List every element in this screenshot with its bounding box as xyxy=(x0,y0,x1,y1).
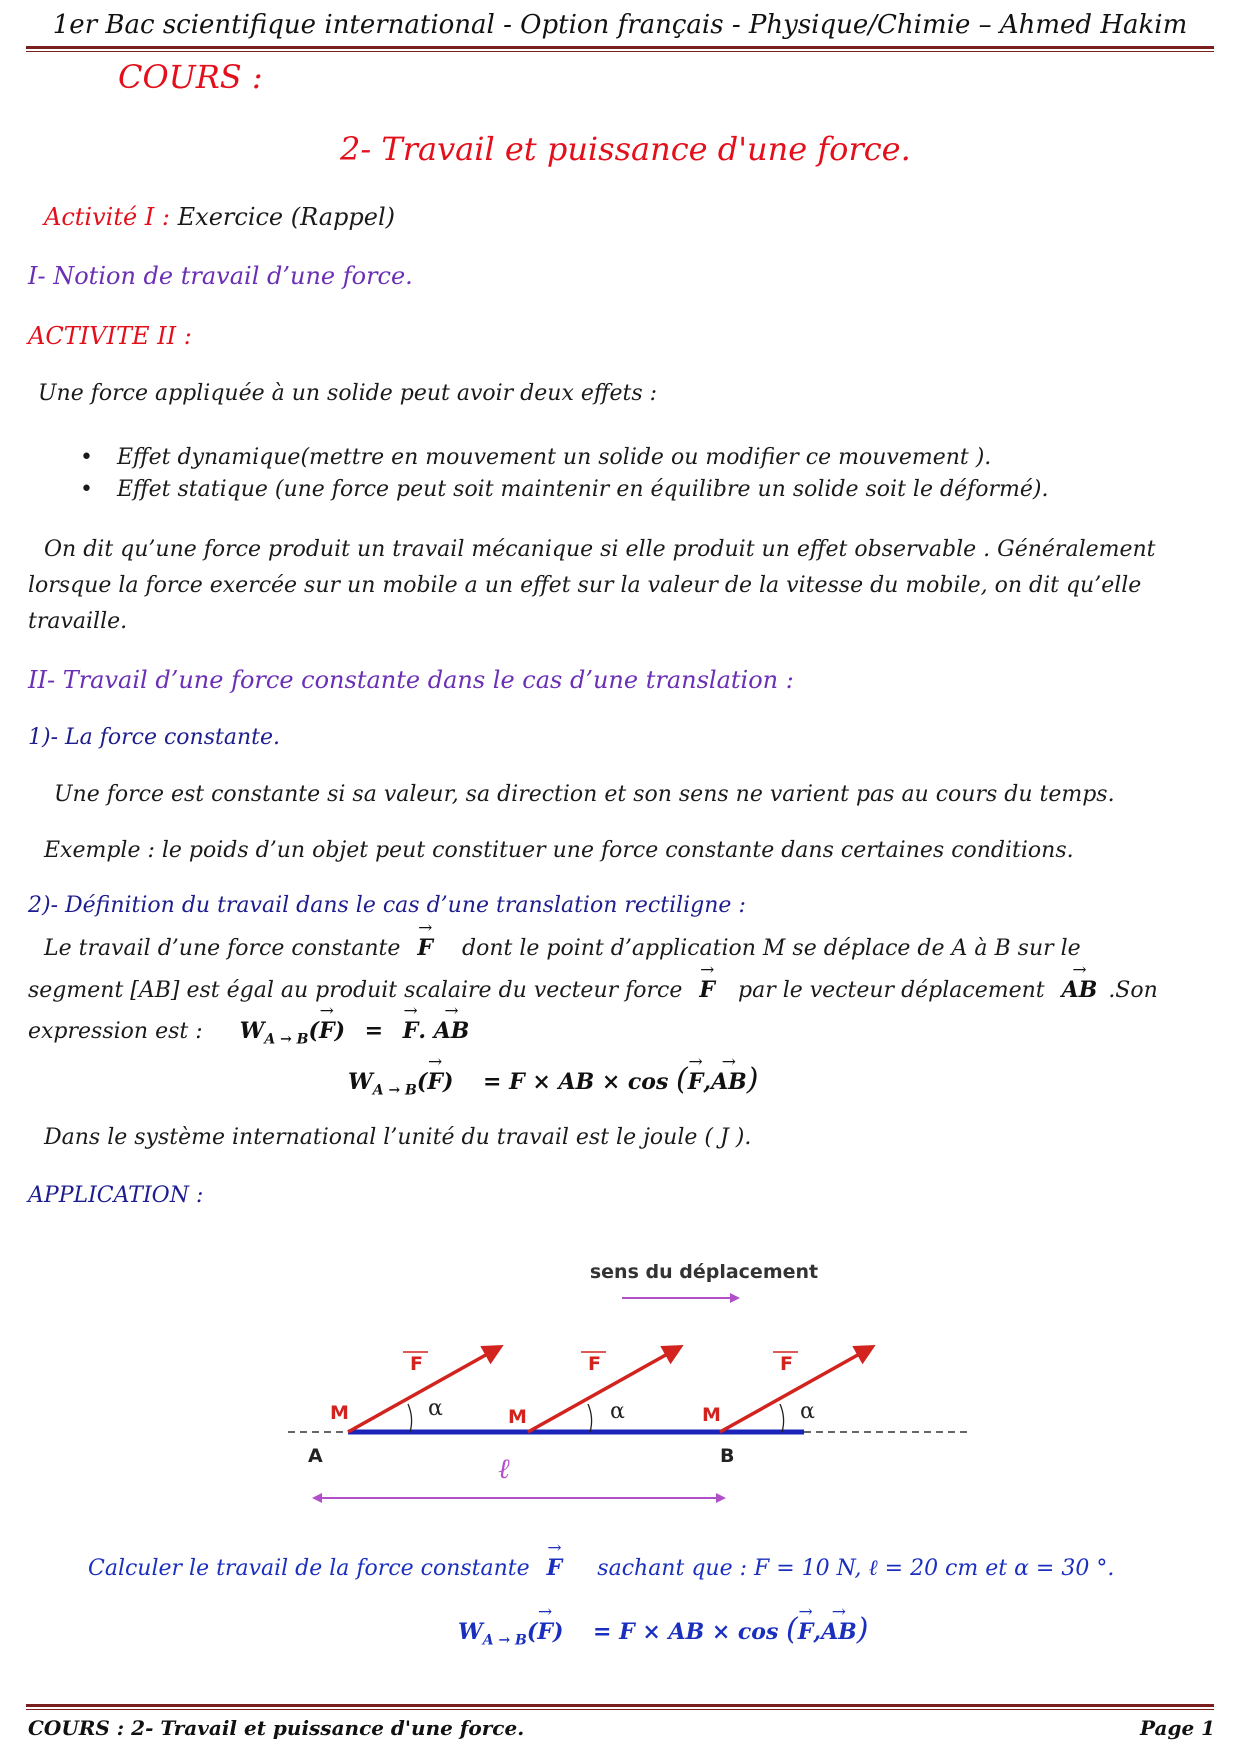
footer-rule-thin xyxy=(26,1709,1214,1710)
intro-text: Une force appliquée à un solide peut avoir deux effets : xyxy=(38,381,658,406)
definition-line-1 xyxy=(44,935,1081,961)
paren-open: ( xyxy=(676,1062,688,1097)
force-arrow xyxy=(720,1347,872,1432)
force-arrow-group xyxy=(508,1347,680,1432)
definition-text: expression est : xyxy=(28,1019,203,1044)
formula-product: = F × AB × cos xyxy=(483,1069,669,1095)
formula-sub: A → B xyxy=(372,1082,417,1099)
work-formula-2: $W_{A \to B}(\to F) = F$ × AB × cos (→ F,→ AB) xyxy=(348,1062,758,1098)
paren-open: ( xyxy=(786,1612,798,1647)
page-header: 1er Bac scientifique international - Option français - Physique/Chimie – Ahmed Hakim xyxy=(52,10,1188,40)
formula-eq: = xyxy=(364,1018,384,1044)
force-label: F xyxy=(780,1353,793,1375)
force-label: F xyxy=(588,1353,601,1375)
page-number: Page 1 xyxy=(1140,1716,1216,1740)
sub1-text: Une force est constante si sa valeur, sa direction et son sens ne varient pas au cours du temps. xyxy=(54,782,1115,807)
direction-label: sens du déplacement xyxy=(589,1261,819,1283)
force-arrow-group xyxy=(702,1347,872,1432)
header-rule-thin xyxy=(26,51,1214,52)
section1-title: I- Notion de travail d’une force. xyxy=(28,262,413,290)
chapter-title: 2- Travail et puissance d'une force. xyxy=(340,130,911,168)
translation-figure xyxy=(288,1240,972,1522)
question-text: Calculer le travail de la force constante xyxy=(88,1556,530,1581)
cours-label: COURS : xyxy=(118,58,263,96)
force-arrow xyxy=(348,1347,500,1432)
force-vector: → F xyxy=(688,1069,704,1095)
force-vector: → F xyxy=(403,1018,419,1044)
bullet-dot: • xyxy=(80,477,93,502)
formula-w: W xyxy=(239,1018,265,1044)
paren-close: ) xyxy=(746,1062,759,1097)
question-line xyxy=(88,1555,1114,1581)
force-vector: → F xyxy=(547,1555,563,1581)
work-paragraph-line-2: lorsque la force exercée sur un mobile a un effet sur la valeur de la vitesse du mobile, on dit qu’elle xyxy=(28,573,1142,598)
angle-arc xyxy=(780,1404,784,1432)
angle-label: α xyxy=(610,1399,625,1424)
footer-rule xyxy=(26,1704,1214,1707)
point-m-label: M xyxy=(330,1402,349,1424)
point-m-label: M xyxy=(702,1404,721,1426)
angle-arc xyxy=(408,1404,412,1432)
activite1-label: Activité I : xyxy=(44,203,170,231)
definition-text: par le vecteur déplacement xyxy=(738,978,1045,1003)
formula-w: W xyxy=(348,1069,373,1095)
sub2-title: 2)- Définition du travail dans le cas d’une translation rectiligne : xyxy=(28,893,746,918)
work-formula-3: $W_{A \to B}(\to F) = F$ × AB × cos (→ F,→ AB) xyxy=(458,1612,868,1648)
bullet-item-1 xyxy=(80,445,991,470)
header-rule xyxy=(26,46,1214,49)
bullet-dot: • xyxy=(80,445,93,470)
formula-sub: A → B xyxy=(482,1632,527,1649)
length-label: ℓ xyxy=(498,1452,510,1485)
example-text: Exemple : le poids d’un objet peut constituer une force constante dans certaines conditions. xyxy=(44,838,1074,863)
displacement-vector: → AB xyxy=(434,1018,470,1044)
force-arrow xyxy=(528,1347,680,1432)
application-label: APPLICATION : xyxy=(28,1183,204,1208)
force-vector: → F xyxy=(537,1619,553,1645)
formula-sub: A → B xyxy=(264,1031,309,1048)
sub1-title: 1)- La force constante. xyxy=(28,725,280,750)
force-vector: → F xyxy=(319,1018,335,1044)
work-paragraph-line-1: On dit qu’une force produit un travail mécanique si elle produit un effet observable . Généralement xyxy=(44,537,1156,562)
force-vector: → F xyxy=(427,1069,443,1095)
activite1-text: Exercice (Rappel) xyxy=(177,203,396,231)
force-vector: → F xyxy=(417,935,433,961)
angle-label: α xyxy=(428,1396,443,1421)
activite2-label: ACTIVITE II : xyxy=(28,322,192,350)
bullet-item-2 xyxy=(80,477,1048,502)
force-vector: → F xyxy=(798,1619,814,1645)
activite1 xyxy=(44,203,395,231)
definition-text: segment [AB] est égal au produit scalaire du vecteur force xyxy=(28,978,683,1003)
formula-product: = F × AB × cos xyxy=(593,1619,779,1645)
formula-w: W xyxy=(458,1619,483,1645)
definition-text: dont le point d’application M se déplace de A à B sur le xyxy=(462,936,1081,961)
definition-line-2 xyxy=(28,977,1158,1003)
unit-text: Dans le système international l’unité du travail est le joule ( J ). xyxy=(44,1125,752,1150)
definition-text: .Son xyxy=(1108,978,1158,1003)
section2-title: II- Travail d’une force constante dans le cas d’une translation : xyxy=(28,666,794,694)
label-b: B xyxy=(720,1445,735,1467)
question-text: sachant que : F = 10 N, ℓ = 20 cm et α = 30 °. xyxy=(597,1556,1115,1581)
force-arrow-group xyxy=(330,1347,500,1432)
angle-arc xyxy=(588,1404,592,1432)
bullet-text: Effet statique (une force peut soit maintenir en équilibre un solide soit le déformé). xyxy=(116,477,1049,502)
work-formula-1: $W_{A \to B}(\to F)$ = → F. → AB xyxy=(240,1018,470,1044)
point-m-label: M xyxy=(508,1406,527,1428)
label-a: A xyxy=(308,1445,323,1467)
definition-line-3 xyxy=(28,1018,469,1047)
bullet-text: Effet dynamique(mettre en mouvement un solide ou modifier ce mouvement ). xyxy=(116,445,992,470)
definition-text: Le travail d’une force constante xyxy=(44,936,401,961)
footer-title: COURS : 2- Travail et puissance d'une force. xyxy=(28,1716,525,1740)
force-vector: → F xyxy=(699,977,715,1003)
paren-close: ) xyxy=(856,1612,869,1647)
force-label: F xyxy=(410,1353,423,1375)
displacement-vector: → AB xyxy=(1062,977,1098,1003)
angle-label: α xyxy=(800,1399,815,1424)
displacement-vector: → AB xyxy=(711,1069,747,1095)
displacement-vector: → AB xyxy=(821,1619,857,1645)
work-paragraph-line-3: travaille. xyxy=(28,609,128,634)
